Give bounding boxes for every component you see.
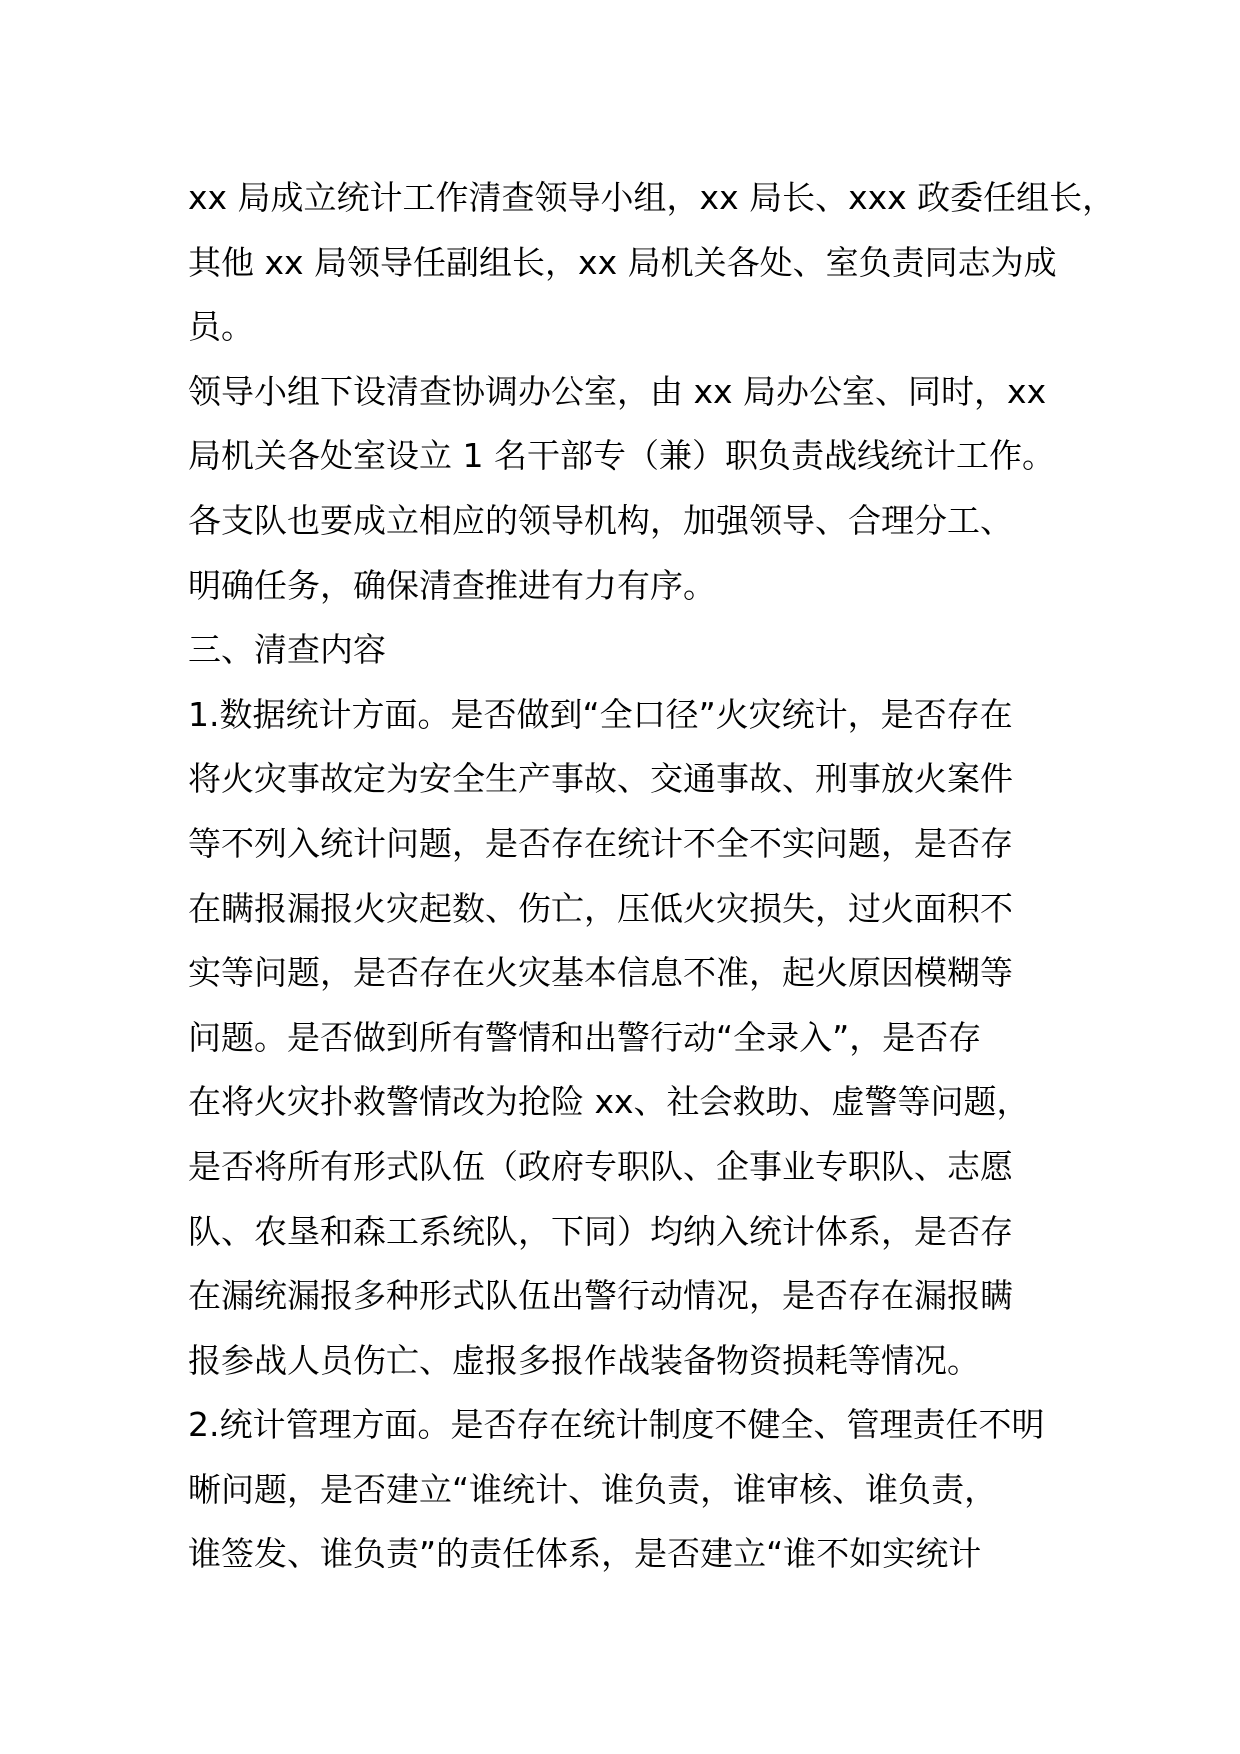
- text-line: 领导小组下设清查协调办公室，由 xx 局办公室、同时，xx: [188, 371, 1047, 411]
- text-line: 是否将所有形式队伍（政府专职队、企事业专职队、志愿: [188, 1146, 1013, 1186]
- text-line: 员。: [188, 307, 254, 347]
- text-line: 1.数据统计方面。是否做到“全口径”火灾统计，是否存在: [188, 694, 1013, 734]
- text-line: 晰问题，是否建立“谁统计、谁负责，谁审核、谁负责，: [188, 1469, 998, 1509]
- text-line: 其他 xx 局领导任副组长，xx 局机关各处、室负责同志为成: [188, 242, 1057, 282]
- text-line: 报参战人员伤亡、虚报多报作战装备物资损耗等情况。: [188, 1340, 980, 1380]
- text-line: 队、农垦和森工系统队，下同）均纳入统计体系，是否存: [188, 1211, 1013, 1251]
- text-line: 谁签发、谁负责”的责任体系，是否建立“谁不如实统计: [188, 1534, 982, 1574]
- text-line: 2.统计管理方面。是否存在统计制度不健全、管理责任不明: [188, 1405, 1045, 1445]
- text-line: 实等问题，是否存在火灾基本信息不准，起火原因模糊等: [188, 953, 1013, 993]
- text-line: 在瞒报漏报火灾起数、伤亡，压低火灾损失，过火面积不: [188, 888, 1013, 928]
- text-line: 局机关各处室设立 1 名干部专（兼）职负责战线统计工作。: [188, 436, 1055, 476]
- text-line: 各支队也要成立相应的领导机构，加强领导、合理分工、: [188, 500, 1013, 540]
- section-heading: 三、清查内容: [188, 630, 386, 670]
- text-line: 将火灾事故定为安全生产事故、交通事故、刑事放火案件: [188, 759, 1013, 799]
- document-body: [188, 166, 1116, 1587]
- text-line: 明确任务，确保清查推进有力有序。: [188, 565, 716, 605]
- text-line: 在漏统漏报多种形式队伍出警行动情况，是否存在漏报瞒: [188, 1276, 1013, 1316]
- text-line: 在将火灾扑救警情改为抢险 xx、社会救助、虚警等问题，: [188, 1082, 1030, 1122]
- text-line: 等不列入统计问题，是否存在统计不全不实问题，是否存: [188, 823, 1013, 863]
- text-line: 问题。是否做到所有警情和出警行动“全录入”，是否存: [188, 1017, 982, 1057]
- text-line: xx 局成立统计工作清查领导小组，xx 局长、xxx 政委任组长，: [188, 178, 1116, 217]
